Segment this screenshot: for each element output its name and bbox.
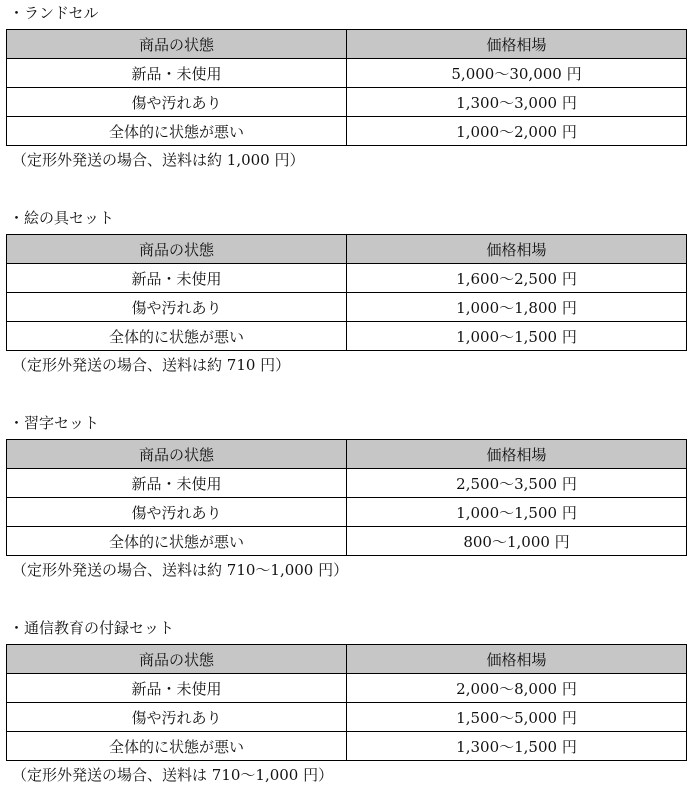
header-condition: 商品の状態	[7, 30, 347, 59]
shipping-note: （定形外発送の場合、送料は 710～1,000 円）	[12, 766, 334, 784]
price-cell: 1,000～1,500 円	[347, 498, 687, 527]
price-cell: 2,000～8,000 円	[347, 674, 687, 703]
table-row	[7, 703, 687, 732]
table-row	[7, 322, 687, 351]
price-cell: 2,500～3,500 円	[347, 469, 687, 498]
price-table	[6, 29, 687, 146]
shipping-note: （定形外発送の場合、送料は約 710 円）	[12, 356, 291, 374]
condition-cell: 全体的に状態が悪い	[7, 322, 347, 351]
table-row	[7, 264, 687, 293]
header-price: 価格相場	[347, 645, 687, 674]
table-row	[7, 674, 687, 703]
condition-cell: 傷や汚れあり	[7, 88, 347, 117]
section-title: ・習字セット	[9, 414, 100, 432]
condition-cell: 全体的に状態が悪い	[7, 732, 347, 761]
table-row	[7, 469, 687, 498]
table-row	[7, 527, 687, 556]
table-row	[7, 88, 687, 117]
table-header-row	[7, 440, 687, 469]
condition-cell: 新品・未使用	[7, 469, 347, 498]
shipping-note: （定形外発送の場合、送料は約 1,000 円）	[12, 151, 305, 169]
condition-cell: 全体的に状態が悪い	[7, 527, 347, 556]
price-cell: 1,300～3,000 円	[347, 88, 687, 117]
table-header-row	[7, 30, 687, 59]
table-row	[7, 498, 687, 527]
section-title: ・ランドセル	[9, 4, 99, 22]
price-cell: 1,000～1,500 円	[347, 322, 687, 351]
price-cell: 800～1,000 円	[347, 527, 687, 556]
header-price: 価格相場	[347, 30, 687, 59]
table-row	[7, 59, 687, 88]
header-price: 価格相場	[347, 440, 687, 469]
price-cell: 1,600～2,500 円	[347, 264, 687, 293]
header-condition: 商品の状態	[7, 645, 347, 674]
table-row	[7, 293, 687, 322]
condition-cell: 全体的に状態が悪い	[7, 117, 347, 146]
condition-cell: 傷や汚れあり	[7, 293, 347, 322]
shipping-note: （定形外発送の場合、送料は約 710～1,000 円）	[12, 561, 349, 579]
condition-cell: 新品・未使用	[7, 264, 347, 293]
header-condition: 商品の状態	[7, 440, 347, 469]
section-title: ・通信教育の付録セット	[9, 619, 175, 637]
price-table	[6, 439, 687, 556]
table-header-row	[7, 235, 687, 264]
header-condition: 商品の状態	[7, 235, 347, 264]
price-cell: 1,500～5,000 円	[347, 703, 687, 732]
price-cell: 5,000～30,000 円	[347, 59, 687, 88]
condition-cell: 新品・未使用	[7, 674, 347, 703]
table-row	[7, 117, 687, 146]
header-price: 価格相場	[347, 235, 687, 264]
section-title: ・絵の具セット	[9, 209, 115, 227]
condition-cell: 傷や汚れあり	[7, 498, 347, 527]
table-row	[7, 732, 687, 761]
price-cell: 1,000～1,800 円	[347, 293, 687, 322]
price-cell: 1,000～2,000 円	[347, 117, 687, 146]
price-cell: 1,300～1,500 円	[347, 732, 687, 761]
condition-cell: 傷や汚れあり	[7, 703, 347, 732]
table-header-row	[7, 645, 687, 674]
condition-cell: 新品・未使用	[7, 59, 347, 88]
price-table	[6, 644, 687, 761]
price-table	[6, 234, 687, 351]
